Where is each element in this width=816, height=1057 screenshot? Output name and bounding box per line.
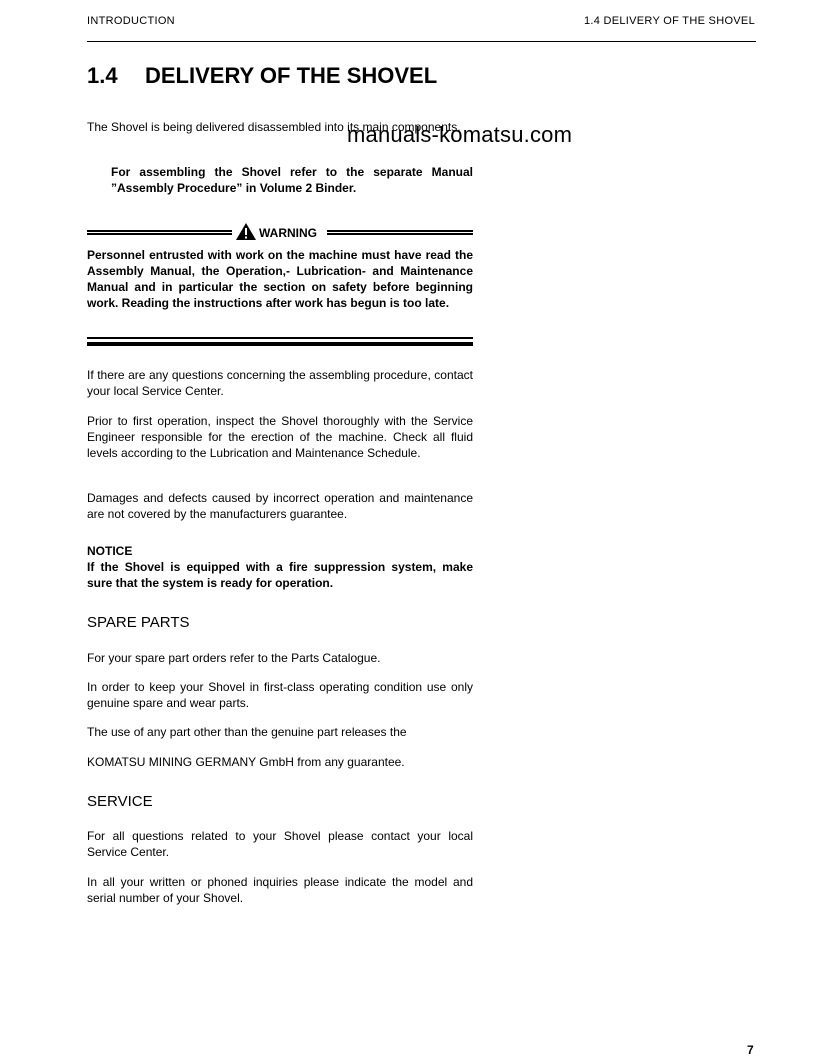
watermark: manuals-komatsu.com xyxy=(347,122,573,147)
notice-label: NOTICE xyxy=(87,544,133,558)
warning-rule-left xyxy=(87,230,232,235)
notice-text: If the Shovel is equipped with a fire suppression system, make sure that the system is ready for operation. xyxy=(87,560,473,590)
body-paragraph-3: Damages and defects caused by incorrect operation and maintenance are not covered by the manufacturers guarantee. xyxy=(87,491,473,521)
warning-label xyxy=(236,223,317,243)
warning-rule-thick xyxy=(87,342,473,346)
warning-label-text: WARNING xyxy=(259,226,317,240)
body-paragraph-2: Prior to first operation, inspect the Shovel thoroughly with the Service Engineer responsible for the erection of the machine. Check all fluid levels according to the Lubrication and Maintenance Schedule. xyxy=(87,414,473,460)
warning-rule-thin xyxy=(87,337,473,339)
service-paragraph-2: In all your written or phoned inquiries please indicate the model and serial number of your Shovel. xyxy=(87,875,473,905)
header-rule xyxy=(87,41,756,42)
running-header-left: INTRODUCTION xyxy=(87,15,175,27)
page-number: 7 xyxy=(747,1043,754,1057)
body-paragraph-1: If there are any questions concerning the assembling procedure, contact your local Service Center. xyxy=(87,368,473,398)
intro-note: For assembling the Shovel refer to the separate Manual ”Assembly Procedure” in Volume 2 Binder. xyxy=(111,165,473,195)
warning-text: Personnel entrusted with work on the machine must have read the Assembly Manual, the Operation,- Lubrication- and Maintenance Manual and in particular the section on safety before beginning work. Reading the instructions after work has begun is too late. xyxy=(87,248,473,310)
service-paragraph-1: For all questions related to your Shovel please contact your local Service Center. xyxy=(87,829,473,859)
spare-parts-paragraph-2: In order to keep your Shovel in first-class operating condition use only genuine spare and wear parts. xyxy=(87,680,473,710)
section-number: 1.4 xyxy=(87,63,118,88)
warning-footer xyxy=(87,337,473,346)
spare-parts-paragraph-1: For your spare part orders refer to the Parts Catalogue. xyxy=(87,651,381,665)
spare-parts-paragraph-4: KOMATSU MINING GERMANY GmbH from any guarantee. xyxy=(87,755,405,769)
spare-parts-paragraph-3: The use of any part other than the genuine part releases the xyxy=(87,725,407,739)
page-title xyxy=(87,63,437,89)
warning-triangle-icon xyxy=(236,223,256,243)
spare-parts-heading: SPARE PARTS xyxy=(87,614,190,631)
service-heading: SERVICE xyxy=(87,793,153,810)
intro-paragraph: The Shovel is being delivered disassembled into its main components. xyxy=(87,120,461,134)
warning-rule-right xyxy=(327,230,473,235)
warning-header xyxy=(87,223,473,241)
running-header-right: 1.4 DELIVERY OF THE SHOVEL xyxy=(583,15,755,27)
section-title: DELIVERY OF THE SHOVEL xyxy=(145,63,438,88)
